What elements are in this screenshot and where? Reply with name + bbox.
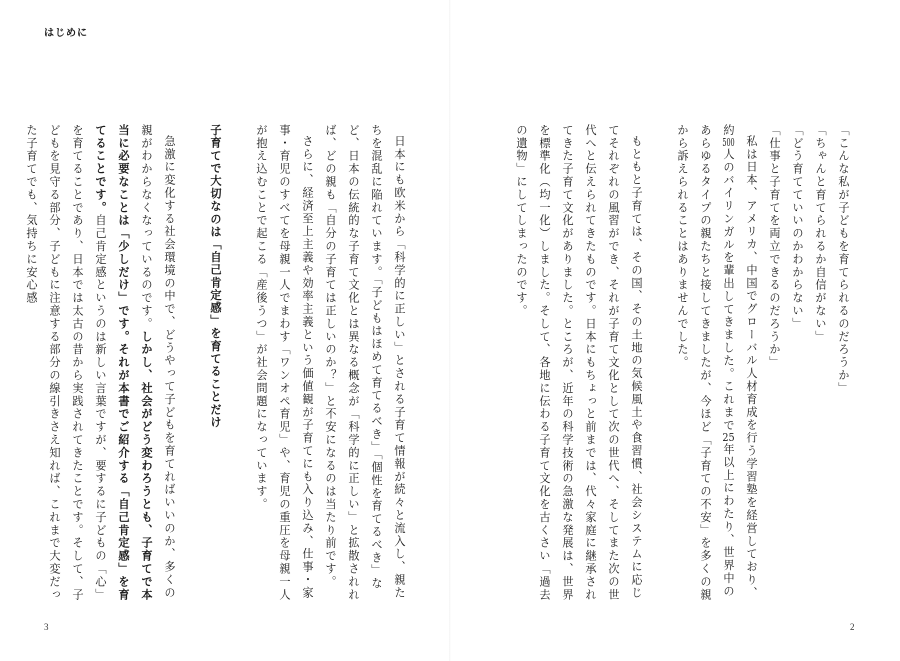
paragraph: 日本にも欧米から「科学的に正しい」とされる子育て情報が続々と流入し、親たちを混乱に陥れています。「子どもはほめて育てるべき」「個性を育てるべき」など、日本の伝統的な子育て文化とは異なる概念が「科学的に正しい」と拡散されれば、どの親も「自分の子育ては正しいのか？」と不安になるのは当たり前です。 xyxy=(324,124,406,602)
quote-line: 「どう育てていいのかわからない」 xyxy=(791,124,804,331)
section-label: はじめに xyxy=(44,28,88,39)
quote-line: 「こんな私が子どもを育てられるのだろうか」 xyxy=(837,124,850,395)
page-number-right: 2 xyxy=(850,622,855,632)
paragraph-text: 急激に変化する社会環境の中で、どうやって子どもを育てればいいのか、多くの親がわからなくなっているのです。 xyxy=(140,124,176,600)
quote-line: 「ちゃんと育てられるか自信がない」 xyxy=(814,124,827,344)
number-500: 500 xyxy=(722,136,735,149)
paragraph-text: 私は日本、アメリカ、中国でグローバル人材育成を行う学習塾を経営しており、約 xyxy=(722,124,758,600)
page-number-left: 3 xyxy=(44,622,49,632)
section-heading: 子育てで大切なのは「自己肯定感」を育てることだけ xyxy=(209,124,222,429)
page-gutter xyxy=(449,0,451,661)
right-page-text xyxy=(510,124,855,604)
paragraph-text: 人のバイリンガルを輩出してきました。これまで xyxy=(722,148,735,432)
left-page-text xyxy=(25,124,411,604)
paragraph-text: 自己肯定感というのは新しい言葉ですが、要するに子どもの「心」を育てることであり、日本では太古の昔から実践されてきたことです。そして、子どもを見守る部分、子どもに注意する部分の線引きさえ知れば、これまで大変だった子育てでも、気持ちに安心感 xyxy=(25,124,107,602)
paragraph xyxy=(20,124,181,604)
paragraph xyxy=(671,124,763,604)
paragraph: さらに、経済至上主義や効率主義という価値観が子育てにも入り込み、仕事・家事・育児のすべてを母親一人でまわす「ワンオペ育児」や、育児の重圧を母親一人が抱え込むことで起こる「産後うつ」が社会問題になっています。 xyxy=(255,124,314,602)
number-25: 25 xyxy=(722,431,735,444)
emphasis-text: しかし、社会がどう変わろうとも、子育てで本当に必要なことは「少しだけ」です。それが本書でご紹介する「自己肯定感」を育てることです。 xyxy=(94,124,153,602)
paragraph-text: 年以上にわたり、世界中のあらゆるタイプの親たちと接してきましたが、今ほど「子育ての不安」を多くの親から訴えられることはありませんでした。 xyxy=(676,124,735,602)
quote-line: 「仕事と子育てを両立できるのだろうか」 xyxy=(768,124,781,370)
paragraph: もともと子育ては、その国、その土地の気候風土や食習慣、社会システムに応じてそれぞれの風習ができ、それが子育て文化として次の世代へ、そしてまた次の世代へと伝えられてきたものです。日本にもちょっと前までは、代々家庭に継承されてきた子育て文化がありました。ところが、近年の科学技術の急激な発展は、世界を標準化（均一化）しました。そして、各地に伝わる子育て文化を古くさい「過去の遺物」にしてしまったのです。 xyxy=(515,124,643,602)
